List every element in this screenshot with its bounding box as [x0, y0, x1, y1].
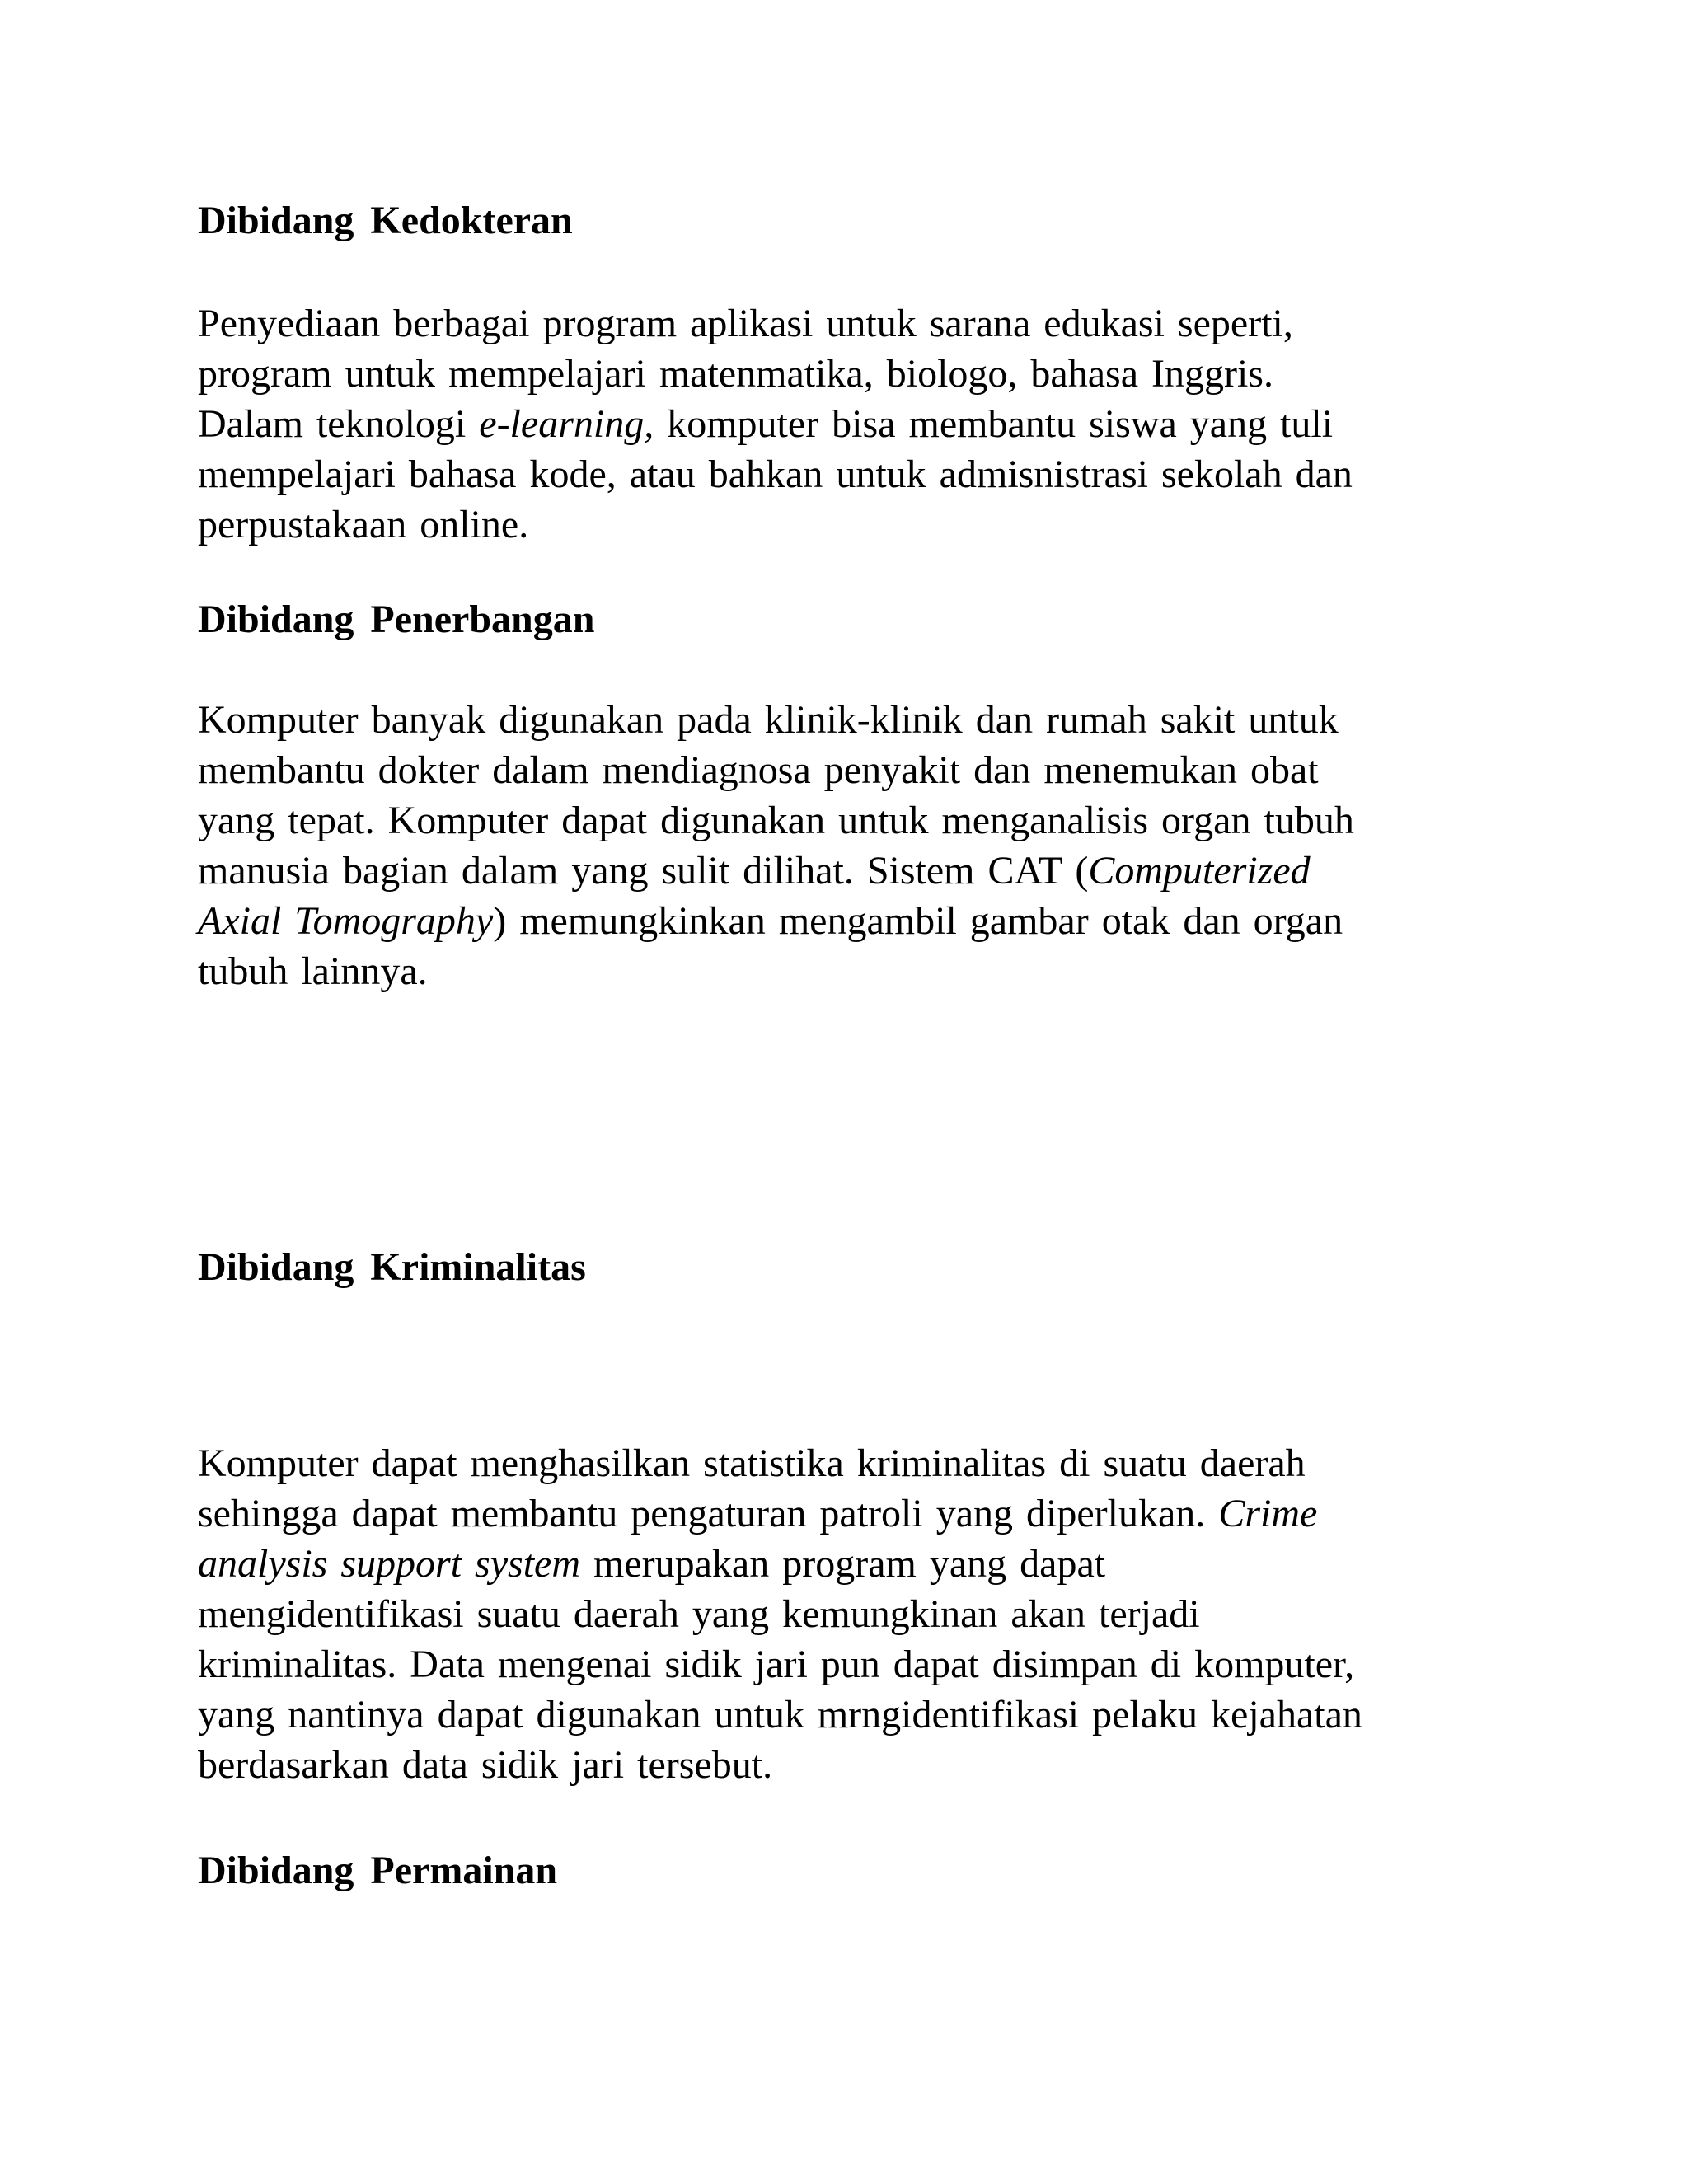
paragraph-line — [198, 1488, 1362, 1539]
text-run: Dalam teknologi — [198, 402, 480, 446]
italic-term-computerized: Computerized — [1088, 849, 1311, 893]
text-run: ) memungkinkan mengambil gambar otak dan organ — [493, 899, 1343, 943]
italic-term-crime: Crime — [1218, 1492, 1318, 1535]
text-run: komputer bisa membantu siswa yang tuli — [654, 402, 1334, 446]
paragraph-line: Komputer dapat menghasilkan statistika kriminalitas di suatu daerah — [198, 1441, 1306, 1485]
paragraph-line: program untuk mempelajari matenmatika, biologo, bahasa Inggris. — [198, 352, 1273, 396]
section-paragraph-kriminalitas — [198, 1438, 1362, 1790]
paragraph-line — [198, 399, 1353, 449]
section-heading-penerbangan: Dibidang Penerbangan — [198, 598, 595, 641]
text-run: merupakan program yang dapat — [580, 1542, 1106, 1586]
italic-term-analysis-support-system: analysis support system — [198, 1542, 580, 1586]
paragraph-line: kriminalitas. Data mengenai sidik jari pun dapat disimpan di komputer, — [198, 1643, 1355, 1686]
paragraph-line: Penyediaan berbagai program aplikasi untuk sarana edukasi seperti, — [198, 302, 1293, 345]
text-run: sehingga dapat membantu pengaturan patroli yang diperlukan. — [198, 1492, 1219, 1535]
paragraph-line: mengidentifikasi suatu daerah yang kemungkinan akan terjadi — [198, 1592, 1200, 1636]
paragraph-line: mempelajari bahasa kode, atau bahkan untuk admisnistrasi sekolah dan — [198, 452, 1353, 496]
italic-term-axial-tomography: Axial Tomography — [198, 899, 494, 943]
italic-term-e-learning: e-learning, — [479, 402, 654, 446]
section-paragraph-kedokteran — [198, 298, 1353, 550]
paragraph-line — [198, 896, 1354, 946]
paragraph-line: Komputer banyak digunakan pada klinik-klinik dan rumah sakit untuk — [198, 698, 1339, 742]
paragraph-line: yang tepat. Komputer dapat digunakan untuk menganalisis organ tubuh — [198, 799, 1354, 842]
paragraph-line — [198, 846, 1354, 896]
paragraph-line: perpustakaan online. — [198, 503, 529, 546]
paragraph-line: tubuh lainnya. — [198, 949, 428, 993]
paragraph-line: membantu dokter dalam mendiagnosa penyakit dan menemukan obat — [198, 748, 1319, 792]
text-run: manusia bagian dalam yang sulit dilihat. Sistem CAT ( — [198, 849, 1089, 893]
section-heading-kedokteran: Dibidang Kedokteran — [198, 199, 573, 242]
section-heading-permainan: Dibidang Permainan — [198, 1849, 558, 1892]
section-paragraph-penerbangan — [198, 695, 1354, 996]
paragraph-line — [198, 1539, 1362, 1589]
paragraph-line: yang nantinya dapat digunakan untuk mrngidentifikasi pelaku kejahatan — [198, 1693, 1362, 1736]
paragraph-line: berdasarkan data sidik jari tersebut. — [198, 1743, 773, 1787]
section-heading-kriminalitas: Dibidang Kriminalitas — [198, 1245, 586, 1289]
